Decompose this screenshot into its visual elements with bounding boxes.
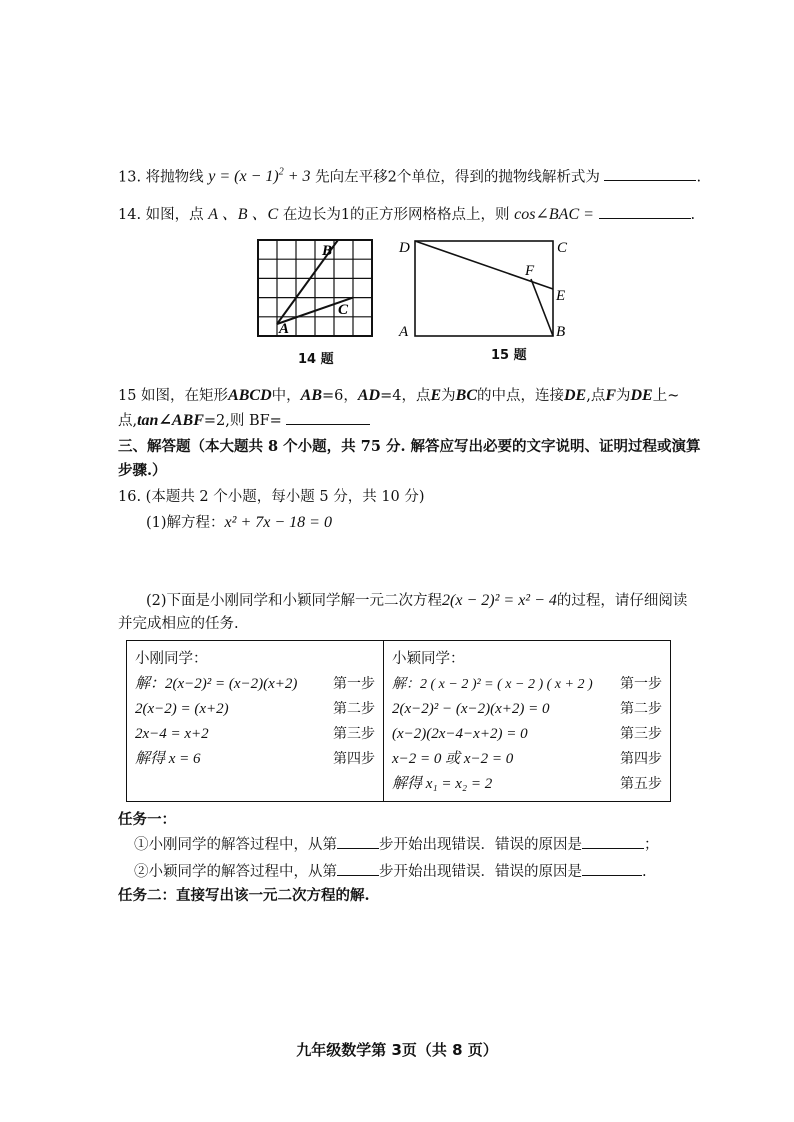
xiaogang-column (127, 641, 384, 802)
q16-part2-line1: (2)下面是小刚同学和小颖同学解一元二次方程2(x − 2)² = x² − 4的过程，请仔细阅读 (146, 592, 688, 609)
table-row: (x−2)(2x−4−x+2) = 0 第三步 (392, 726, 662, 742)
section-3-heading-cont: 步骤.） (118, 462, 167, 479)
section-3-heading: 三、解答题（本大题共 8 个小题，共 75 分. 解答应写出必要的文字说明、证明过程或演算 (118, 438, 701, 455)
question-15-line1: 15 如图，在矩形ABCD中，AB=6，AD=4，点E为BC的中点，连接DE,点F为DE上~ (118, 387, 680, 404)
question-15-line2: 点,tan∠ABF=2,则 BF= (118, 410, 370, 431)
q16-header: 16. (本题共 2 个小题，每小题 5 分，共 10 分) (118, 489, 425, 505)
q16-part2-equation: 2(x − 2)² = x² − 4 (442, 592, 557, 609)
label-C: C (557, 240, 568, 256)
q13-prefix: 13. 将抛物线 (118, 169, 204, 186)
figure-14-grid (250, 232, 380, 344)
table-row: 解得 x₁ = x₂ = 2 第五步 (392, 776, 662, 792)
q16-part2-line2: 并完成相应的任务. (118, 616, 239, 632)
table-row: 2x−4 = x+2 第三步 (135, 726, 375, 742)
q14-answer-blank[interactable] (599, 204, 691, 219)
table-row: 2(x−2)² − (x−2)(x+2) = 0 第二步 (392, 701, 662, 717)
solution-table (126, 640, 671, 802)
label-D: D (399, 240, 410, 256)
page-footer: 九年级数学第 3页（共 8 页） (296, 1041, 498, 1059)
label-C: C (338, 302, 349, 318)
figure-14-caption: 14 题 (298, 352, 334, 367)
rect-ABCD (415, 241, 553, 336)
figure-15-caption: 15 题 (491, 348, 527, 363)
q13-formula: $y = (x - 1)^2 + 3$ (208, 167, 311, 186)
xiaoying-title: 小颖同学： (392, 651, 465, 667)
task1-item2-step-blank[interactable] (337, 861, 379, 876)
table-row: x−2 = 0 或 x−2 = 0 第四步 (392, 751, 662, 767)
q14-prefix: 14. 如图，点 (118, 207, 204, 223)
task1-item1: ①小刚同学的解答过程中，从第 步开始出现错误．错误的原因是 ； (134, 834, 659, 855)
task1-item1-step-blank[interactable] (337, 834, 379, 849)
q14-expr: cos∠BAC = (514, 206, 594, 223)
label-A: A (399, 324, 409, 340)
label-E: E (556, 288, 566, 304)
figure-15-rectangle (395, 232, 575, 344)
q14-middle: 在边长为1的正方形网格格点上，则 (282, 207, 510, 223)
q16-part1-equation: x² + 7x − 18 = 0 (224, 514, 332, 531)
label-B: B (322, 243, 333, 259)
xiaoying-column (384, 641, 671, 802)
task1-item1-reason-blank[interactable] (582, 834, 644, 849)
table-row: 解：2 ( x − 2 )² = ( x − 2 ) ( x + 2 ) 第一步 (392, 677, 662, 692)
table-row: 2(x−2) = (x+2) 第二步 (135, 701, 375, 717)
task1-title: 任务一： (118, 811, 176, 828)
q13-middle: 先向左平移2个单位，得到的抛物线解析式为 (315, 169, 600, 186)
q16-part1: (1)解方程：x² + 7x − 18 = 0 (146, 514, 332, 531)
q13-answer-blank[interactable] (604, 166, 696, 181)
table-row: 解：2(x−2)² = (x−2)(x+2) 第一步 (135, 676, 375, 692)
task2: 任务二：直接写出该一元二次方程的解. (118, 887, 370, 904)
label-B: B (556, 324, 566, 340)
question-13: 13. 将抛物线 $y = (x - 1)^2 + 3$ 先向左平移2个单位，得到的抛物线解析式为 . (118, 167, 702, 186)
task1-item2: ②小颖同学的解答过程中，从第 步开始出现错误．错误的原因是 . (134, 861, 647, 882)
grid-lines (258, 240, 372, 336)
question-14: 14. 如图，点 A 、B 、C 在边长为1的正方形网格格点上，则 cos∠BAC = . (118, 206, 696, 223)
q14-points: A 、B 、C (208, 206, 279, 223)
q15-answer-blank[interactable] (286, 410, 370, 425)
task1-item2-reason-blank[interactable] (582, 861, 642, 876)
label-F: F (525, 263, 535, 279)
table-row: 解得 x = 6 第四步 (135, 751, 375, 767)
label-A: A (279, 321, 290, 337)
xiaogang-title: 小刚同学： (135, 651, 208, 667)
